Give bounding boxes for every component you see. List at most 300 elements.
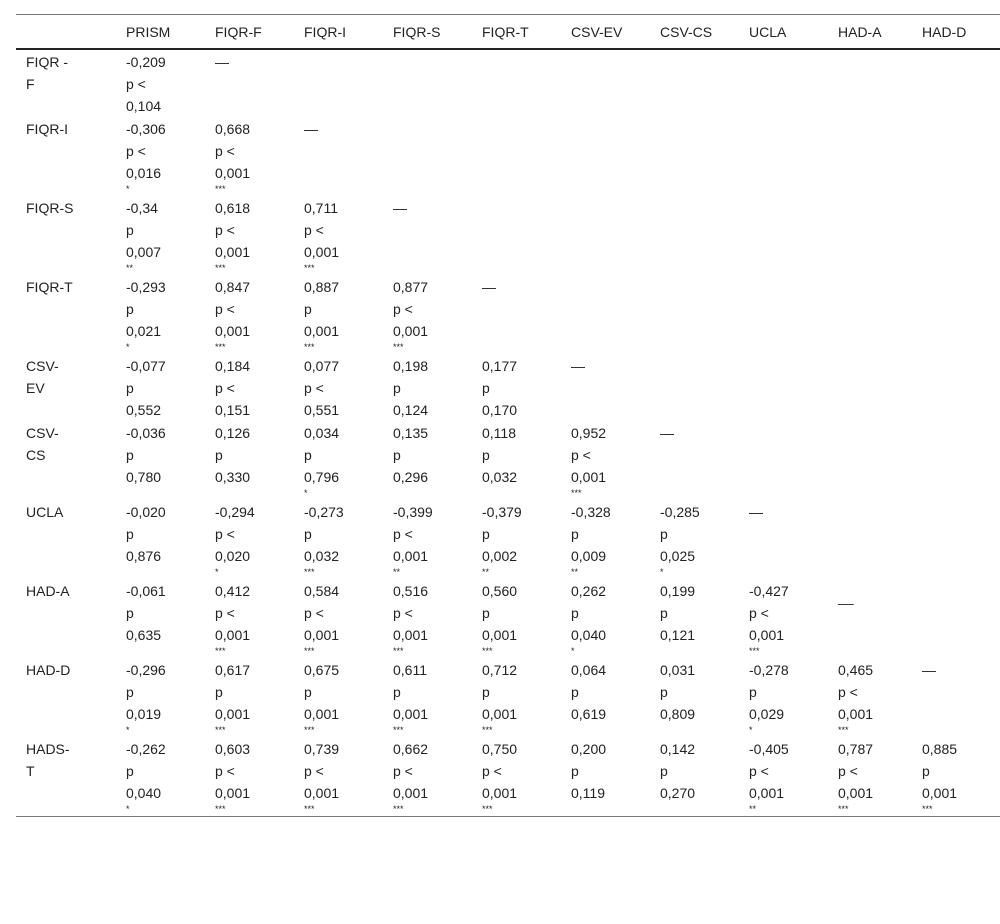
p-value: 0,001	[304, 244, 340, 260]
p-value: 0,021	[126, 323, 162, 339]
table-cell	[912, 196, 1000, 275]
significance-marker: ***	[393, 646, 404, 656]
significance-marker: *	[126, 342, 130, 352]
correlation-cell	[482, 659, 530, 737]
table-cell	[472, 500, 561, 579]
table-cell	[383, 49, 472, 117]
p-label: p	[922, 763, 930, 779]
p-value: 0,001	[749, 785, 785, 801]
p-label: p	[660, 684, 668, 700]
row-header	[16, 500, 116, 579]
correlation-coefficient: -0,262	[126, 741, 166, 757]
correlation-coefficient: 0,885	[922, 741, 958, 757]
p-value: 0,001	[393, 627, 429, 643]
table-cell	[912, 49, 1000, 117]
correlation-coefficient: -0,285	[660, 504, 700, 520]
p-label: p	[126, 605, 134, 621]
p-label: p <	[215, 301, 235, 317]
p-label: p	[660, 763, 668, 779]
table-cell	[205, 117, 294, 196]
correlation-cell	[215, 276, 263, 354]
p-value: 0,016	[126, 165, 162, 181]
table-cell	[650, 500, 739, 579]
correlation-cell	[571, 422, 619, 500]
table-cell	[828, 658, 912, 737]
correlation-coefficient: 0,198	[393, 358, 429, 374]
correlation-cell	[922, 738, 970, 816]
p-value: 0,151	[215, 402, 251, 418]
table-cell	[472, 579, 561, 658]
correlation-coefficient: 0,118	[482, 425, 516, 441]
correlation-cell	[393, 738, 441, 816]
p-label: p	[482, 605, 490, 621]
correlation-table-container	[16, 14, 1000, 817]
diagonal-dash: __	[838, 589, 854, 605]
table-cell	[472, 275, 561, 354]
p-label: p	[482, 684, 490, 700]
table-cell	[472, 49, 561, 117]
table-row	[16, 500, 1000, 579]
table-cell	[912, 117, 1000, 196]
table-cell	[561, 658, 650, 737]
correlation-coefficient: 0,603	[215, 741, 251, 757]
significance-marker: **	[482, 567, 490, 577]
correlation-coefficient: 0,034	[304, 425, 340, 441]
correlation-coefficient: 0,465	[838, 662, 874, 678]
significance-marker: ***	[215, 804, 226, 814]
table-row	[16, 354, 1000, 421]
table-cell	[472, 737, 561, 817]
table-cell	[650, 421, 739, 500]
correlation-cell	[482, 422, 530, 488]
correlation-cell	[215, 355, 263, 421]
p-value: 0,001	[215, 165, 251, 181]
table-row	[16, 421, 1000, 500]
p-value: 0,001	[215, 323, 251, 339]
p-value: 0,001	[304, 706, 340, 722]
table-cell	[828, 421, 912, 500]
significance-marker: ***	[215, 342, 226, 352]
correlation-coefficient: -0,294	[215, 504, 255, 520]
table-cell	[828, 579, 912, 658]
significance-marker: ***	[482, 804, 493, 814]
table-cell	[739, 500, 828, 579]
correlation-cell	[304, 738, 352, 816]
p-label: p <	[482, 763, 502, 779]
correlation-coefficient: 0,200	[571, 741, 607, 757]
correlation-cell	[126, 197, 174, 275]
row-header	[16, 117, 116, 196]
p-label: p <	[215, 526, 235, 542]
significance-marker: ***	[215, 646, 226, 656]
table-cell	[294, 500, 383, 579]
table-cell	[116, 658, 205, 737]
p-value: 0,001	[838, 785, 874, 801]
diagonal-dash: —	[304, 121, 318, 137]
correlation-coefficient: -0,077	[126, 358, 166, 374]
p-value: 0,001	[393, 548, 429, 564]
table-cell	[294, 579, 383, 658]
table-cell	[294, 421, 383, 500]
p-label: p	[126, 763, 134, 779]
table-row	[16, 579, 1000, 658]
significance-marker: ***	[215, 725, 226, 735]
p-value: 0,809	[660, 706, 696, 722]
correlation-coefficient: 0,412	[215, 583, 251, 599]
correlation-coefficient: 0,584	[304, 583, 340, 599]
p-value: 0,001	[304, 785, 340, 801]
correlation-coefficient: -0,061	[126, 583, 166, 599]
table-cell	[472, 354, 561, 421]
correlation-coefficient: -0,405	[749, 741, 789, 757]
p-value: 0,876	[126, 548, 162, 564]
correlation-coefficient: 0,177	[482, 358, 518, 374]
table-cell	[294, 117, 383, 196]
column-header: FIQR-S	[383, 15, 472, 50]
correlation-coefficient: 0,142	[660, 741, 696, 757]
correlation-coefficient: -0,020	[126, 504, 166, 520]
table-cell	[205, 658, 294, 737]
correlation-cell	[304, 355, 352, 421]
row-label: CSV-EV	[26, 358, 59, 396]
column-header: CSV-CS	[650, 15, 739, 50]
correlation-cell	[393, 276, 441, 354]
table-cell	[828, 737, 912, 817]
table-cell	[912, 275, 1000, 354]
row-header	[16, 421, 116, 500]
significance-marker: ***	[304, 804, 315, 814]
table-cell	[650, 658, 739, 737]
correlation-coefficient: -0,427	[749, 583, 789, 599]
table-cell	[561, 117, 650, 196]
correlation-cell	[482, 738, 530, 816]
p-label: p <	[393, 605, 413, 621]
significance-marker: ***	[482, 646, 493, 656]
significance-marker: *	[660, 567, 664, 577]
p-label: p <	[838, 763, 858, 779]
column-header: FIQR-F	[205, 15, 294, 50]
table-cell	[116, 275, 205, 354]
table-cell	[650, 737, 739, 817]
significance-marker: **	[749, 804, 757, 814]
correlation-coefficient: 0,560	[482, 583, 518, 599]
row-header	[16, 196, 116, 275]
significance-marker: ***	[304, 263, 315, 273]
correlation-coefficient: 0,617	[215, 662, 251, 678]
column-header: HAD-A	[828, 15, 912, 50]
p-label: p	[304, 447, 312, 463]
header-corner	[16, 15, 116, 50]
p-value: 0,029	[749, 706, 785, 722]
significance-marker: ***	[393, 804, 404, 814]
p-label: p <	[215, 222, 235, 238]
significance-marker: ***	[393, 725, 404, 735]
table-cell	[294, 354, 383, 421]
correlation-cell	[304, 501, 352, 579]
diagonal-dash: —	[482, 279, 496, 295]
table-cell	[739, 579, 828, 658]
significance-marker: ***	[304, 567, 315, 577]
table-cell	[116, 196, 205, 275]
table-cell	[383, 737, 472, 817]
p-value: 0,001	[215, 706, 251, 722]
significance-marker: ***	[304, 725, 315, 735]
correlation-coefficient: 0,668	[215, 121, 251, 137]
p-label: p <	[749, 763, 769, 779]
table-cell	[912, 421, 1000, 500]
p-label: p	[215, 684, 223, 700]
correlation-cell	[660, 659, 708, 725]
p-label: p	[660, 605, 668, 621]
correlation-table	[16, 14, 1000, 817]
row-label: UCLA	[26, 504, 64, 520]
correlation-coefficient: -0,209	[126, 54, 166, 70]
p-label: p <	[393, 526, 413, 542]
table-cell	[294, 196, 383, 275]
p-value: 0,551	[304, 402, 340, 418]
p-value: 0,780	[126, 469, 162, 485]
correlation-coefficient: 0,787	[838, 741, 874, 757]
significance-marker: ***	[571, 488, 582, 498]
table-cell	[650, 49, 739, 117]
p-value: 0,001	[215, 627, 251, 643]
row-label: HADS-T	[26, 741, 70, 779]
correlation-cell	[126, 276, 174, 354]
significance-marker: *	[126, 725, 130, 735]
table-row	[16, 737, 1000, 817]
column-header: UCLA	[739, 15, 828, 50]
correlation-cell	[482, 501, 530, 579]
table-cell	[828, 500, 912, 579]
p-value: 0,124	[393, 402, 429, 418]
p-value: 0,104	[126, 98, 162, 114]
correlation-cell	[393, 580, 441, 658]
table-cell	[739, 737, 828, 817]
p-label: p	[571, 605, 579, 621]
p-label: p <	[304, 222, 324, 238]
table-cell	[912, 658, 1000, 737]
p-label: p	[126, 684, 134, 700]
p-value: 0,001	[393, 785, 429, 801]
table-cell	[561, 275, 650, 354]
correlation-cell	[393, 355, 441, 421]
table-row	[16, 117, 1000, 196]
correlation-cell	[304, 659, 352, 737]
correlation-coefficient: 0,611	[393, 662, 427, 678]
p-value: 0,001	[482, 785, 518, 801]
table-cell	[383, 579, 472, 658]
correlation-coefficient: -0,296	[126, 662, 166, 678]
p-label: p	[749, 684, 757, 700]
p-value: 0,001	[393, 323, 429, 339]
correlation-cell	[126, 355, 174, 421]
correlation-coefficient: 0,739	[304, 741, 340, 757]
table-cell	[828, 275, 912, 354]
table-cell	[912, 579, 1000, 658]
table-cell	[739, 117, 828, 196]
table-cell	[116, 500, 205, 579]
p-value: 0,007	[126, 244, 162, 260]
correlation-coefficient: -0,34	[126, 200, 158, 216]
table-cell	[205, 354, 294, 421]
correlation-coefficient: -0,036	[126, 425, 166, 441]
table-cell	[561, 579, 650, 658]
correlation-coefficient: -0,293	[126, 279, 166, 295]
correlation-cell	[215, 659, 263, 737]
table-cell	[739, 49, 828, 117]
p-label: p	[571, 684, 579, 700]
correlation-cell	[838, 659, 886, 737]
p-value: 0,796	[304, 469, 340, 485]
p-label: p	[126, 380, 134, 396]
table-cell	[472, 658, 561, 737]
correlation-cell	[126, 580, 174, 646]
correlation-coefficient: 0,262	[571, 583, 607, 599]
table-cell	[205, 49, 294, 117]
table-cell	[383, 354, 472, 421]
table-cell	[650, 275, 739, 354]
table-cell	[561, 500, 650, 579]
p-value: 0,619	[571, 706, 607, 722]
correlation-coefficient: 0,135	[393, 425, 429, 441]
table-cell	[561, 421, 650, 500]
correlation-cell	[571, 659, 619, 725]
p-label: p <	[749, 605, 769, 621]
table-cell	[472, 196, 561, 275]
table-cell	[472, 421, 561, 500]
table-cell	[205, 500, 294, 579]
correlation-coefficient: 0,064	[571, 662, 607, 678]
significance-marker: **	[126, 263, 134, 273]
table-cell	[383, 117, 472, 196]
correlation-cell	[126, 51, 174, 117]
p-label: p <	[393, 763, 413, 779]
p-value: 0,001	[482, 706, 518, 722]
row-header	[16, 737, 116, 817]
correlation-cell	[126, 422, 174, 488]
table-cell	[650, 196, 739, 275]
p-value: 0,032	[304, 548, 340, 564]
p-value: 0,001	[304, 627, 340, 643]
p-label: p <	[304, 605, 324, 621]
correlation-cell	[393, 501, 441, 579]
p-value: 0,635	[126, 627, 162, 643]
correlation-coefficient: 0,126	[215, 425, 251, 441]
correlation-coefficient: 0,675	[304, 662, 340, 678]
correlation-cell	[304, 422, 352, 500]
table-cell	[116, 737, 205, 817]
correlation-coefficient: 0,887	[304, 279, 340, 295]
p-label: p <	[215, 605, 235, 621]
correlation-coefficient: 0,618	[215, 200, 251, 216]
correlation-coefficient: 0,077	[304, 358, 340, 374]
correlation-coefficient: 0,847	[215, 279, 251, 295]
table-cell	[294, 275, 383, 354]
correlation-coefficient: 0,712	[482, 662, 518, 678]
correlation-cell	[749, 659, 797, 737]
table-cell	[650, 579, 739, 658]
correlation-coefficient: -0,399	[393, 504, 433, 520]
significance-marker: *	[215, 567, 219, 577]
significance-marker: *	[749, 725, 753, 735]
p-label: p <	[571, 447, 591, 463]
p-value: 0,001	[215, 244, 251, 260]
table-cell	[116, 354, 205, 421]
row-header	[16, 49, 116, 117]
table-cell	[294, 737, 383, 817]
diagonal-dash: —	[215, 54, 229, 70]
p-label: p <	[838, 684, 858, 700]
significance-marker: **	[393, 567, 401, 577]
table-cell	[828, 196, 912, 275]
correlation-cell	[660, 501, 708, 579]
correlation-cell	[660, 738, 708, 804]
row-label: FIQR-T	[26, 279, 73, 295]
table-cell	[828, 49, 912, 117]
p-label: p	[393, 380, 401, 396]
significance-marker: ***	[749, 646, 760, 656]
table-cell	[739, 196, 828, 275]
table-cell	[205, 275, 294, 354]
significance-marker: ***	[922, 804, 933, 814]
significance-marker: ***	[838, 725, 849, 735]
p-label: p	[393, 447, 401, 463]
table-cell	[472, 117, 561, 196]
correlation-cell	[126, 659, 174, 737]
table-cell	[116, 49, 205, 117]
table-cell	[205, 196, 294, 275]
diagonal-dash: —	[571, 358, 585, 374]
p-value: 0,025	[660, 548, 696, 564]
significance-marker: ***	[838, 804, 849, 814]
table-cell	[116, 421, 205, 500]
p-value: 0,330	[215, 469, 251, 485]
diagonal-dash: —	[660, 425, 674, 441]
table-cell	[205, 421, 294, 500]
row-header	[16, 579, 116, 658]
correlation-coefficient: -0,273	[304, 504, 344, 520]
p-label: p <	[304, 380, 324, 396]
correlation-coefficient: -0,306	[126, 121, 166, 137]
correlation-cell	[838, 738, 886, 816]
p-value: 0,552	[126, 402, 162, 418]
p-label: p	[304, 301, 312, 317]
table-cell	[912, 737, 1000, 817]
table-row	[16, 275, 1000, 354]
correlation-cell	[749, 738, 797, 816]
p-value: 0,040	[571, 627, 607, 643]
column-header: FIQR-T	[472, 15, 561, 50]
correlation-cell	[126, 118, 174, 196]
p-value: 0,119	[571, 785, 605, 801]
table-cell	[383, 500, 472, 579]
p-label: p	[215, 447, 223, 463]
table-cell	[383, 275, 472, 354]
p-value: 0,296	[393, 469, 429, 485]
table-cell	[561, 49, 650, 117]
column-header: HAD-D	[912, 15, 1000, 50]
p-value: 0,121	[660, 627, 696, 643]
row-header	[16, 275, 116, 354]
correlation-cell	[482, 580, 530, 658]
correlation-cell	[126, 738, 174, 816]
significance-marker: ***	[304, 342, 315, 352]
row-label: FIQR-I	[26, 121, 68, 137]
correlation-cell	[304, 276, 352, 354]
table-cell	[828, 117, 912, 196]
p-label: p	[482, 380, 490, 396]
correlation-cell	[215, 501, 263, 579]
